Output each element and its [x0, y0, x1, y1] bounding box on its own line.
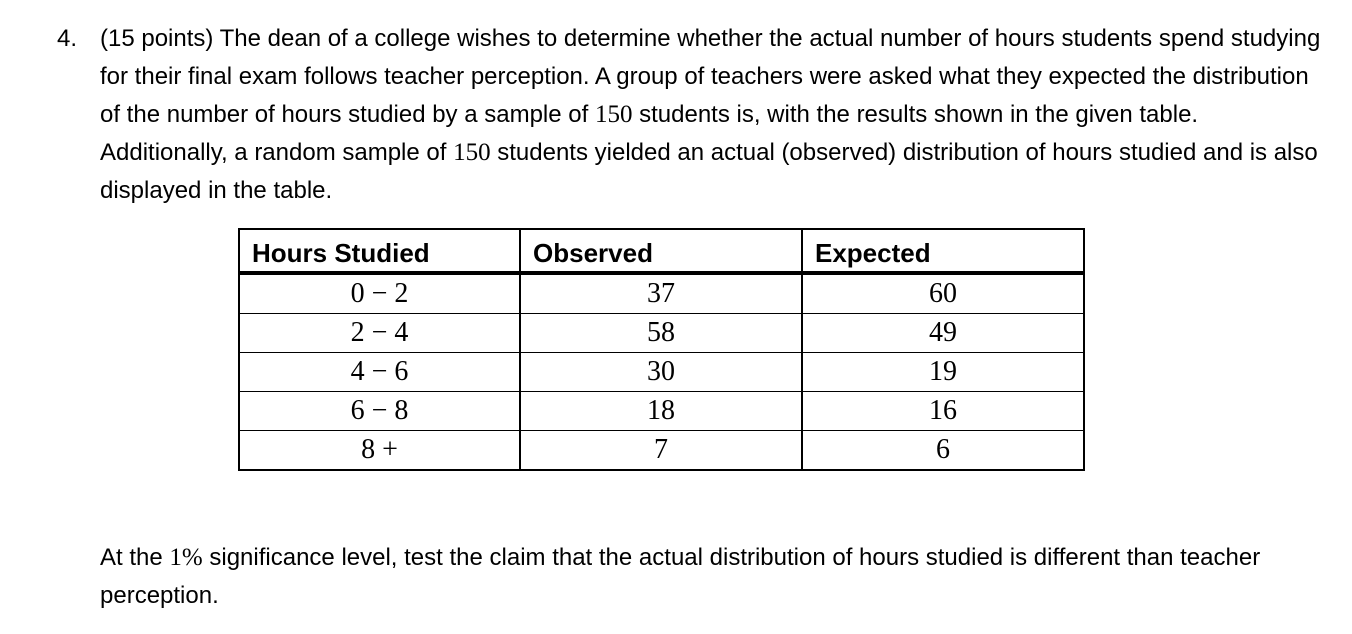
header-expected: Expected [802, 229, 1084, 273]
sample-size-value-2: 150 [453, 139, 491, 166]
hours-cell: 8 + [239, 431, 520, 471]
observed-cell: 7 [520, 431, 802, 471]
hours-cell: 2 − 4 [239, 314, 520, 353]
expected-cell: 6 [802, 431, 1084, 471]
problem-number: 4. [57, 25, 78, 52]
table-row [239, 353, 1084, 392]
expected-cell: 16 [802, 392, 1084, 431]
table-header-row [239, 229, 1084, 273]
closing-text-2: significance level, test the claim that the actual distribution of hours studied is different than teacher perception. [100, 544, 1261, 609]
problem-intro-text-1: (15 points) The dean of a college wishes to determine whether the actual number of hours students spend studying for their final exam follows teacher perception. A group of teachers were asked what they expected the distribution of the number of hours studied by a sample of [100, 25, 1321, 128]
closing-text-1: At the [100, 544, 170, 571]
table-row [239, 392, 1084, 431]
expected-cell: 60 [802, 273, 1084, 314]
hours-cell: 4 − 6 [239, 353, 520, 392]
significance-level-value: 1% [169, 544, 203, 571]
problem-text [100, 20, 1327, 210]
problem-intro-text-2: students is, with the results shown in the given table. Additionally, a random sample of [100, 101, 1199, 166]
table-row [239, 273, 1084, 314]
closing-question [100, 539, 1330, 615]
hours-cell: 0 − 2 [239, 273, 520, 314]
observed-cell: 37 [520, 273, 802, 314]
observed-cell: 18 [520, 392, 802, 431]
observed-cell: 58 [520, 314, 802, 353]
header-hours-studied: Hours Studied [239, 229, 520, 273]
problem-intro-text-3: students yielded an actual (observed) distribution of hours studied and is also displayed in the table. [100, 139, 1318, 204]
problem-statement [57, 20, 1327, 210]
header-observed: Observed [520, 229, 802, 273]
observed-cell: 30 [520, 353, 802, 392]
sample-size-value-1: 150 [594, 101, 633, 128]
expected-cell: 49 [802, 314, 1084, 353]
expected-cell: 19 [802, 353, 1084, 392]
table-row [239, 431, 1084, 471]
hours-cell: 6 − 8 [239, 392, 520, 431]
table-row [239, 314, 1084, 353]
hours-studied-table [238, 228, 1085, 471]
